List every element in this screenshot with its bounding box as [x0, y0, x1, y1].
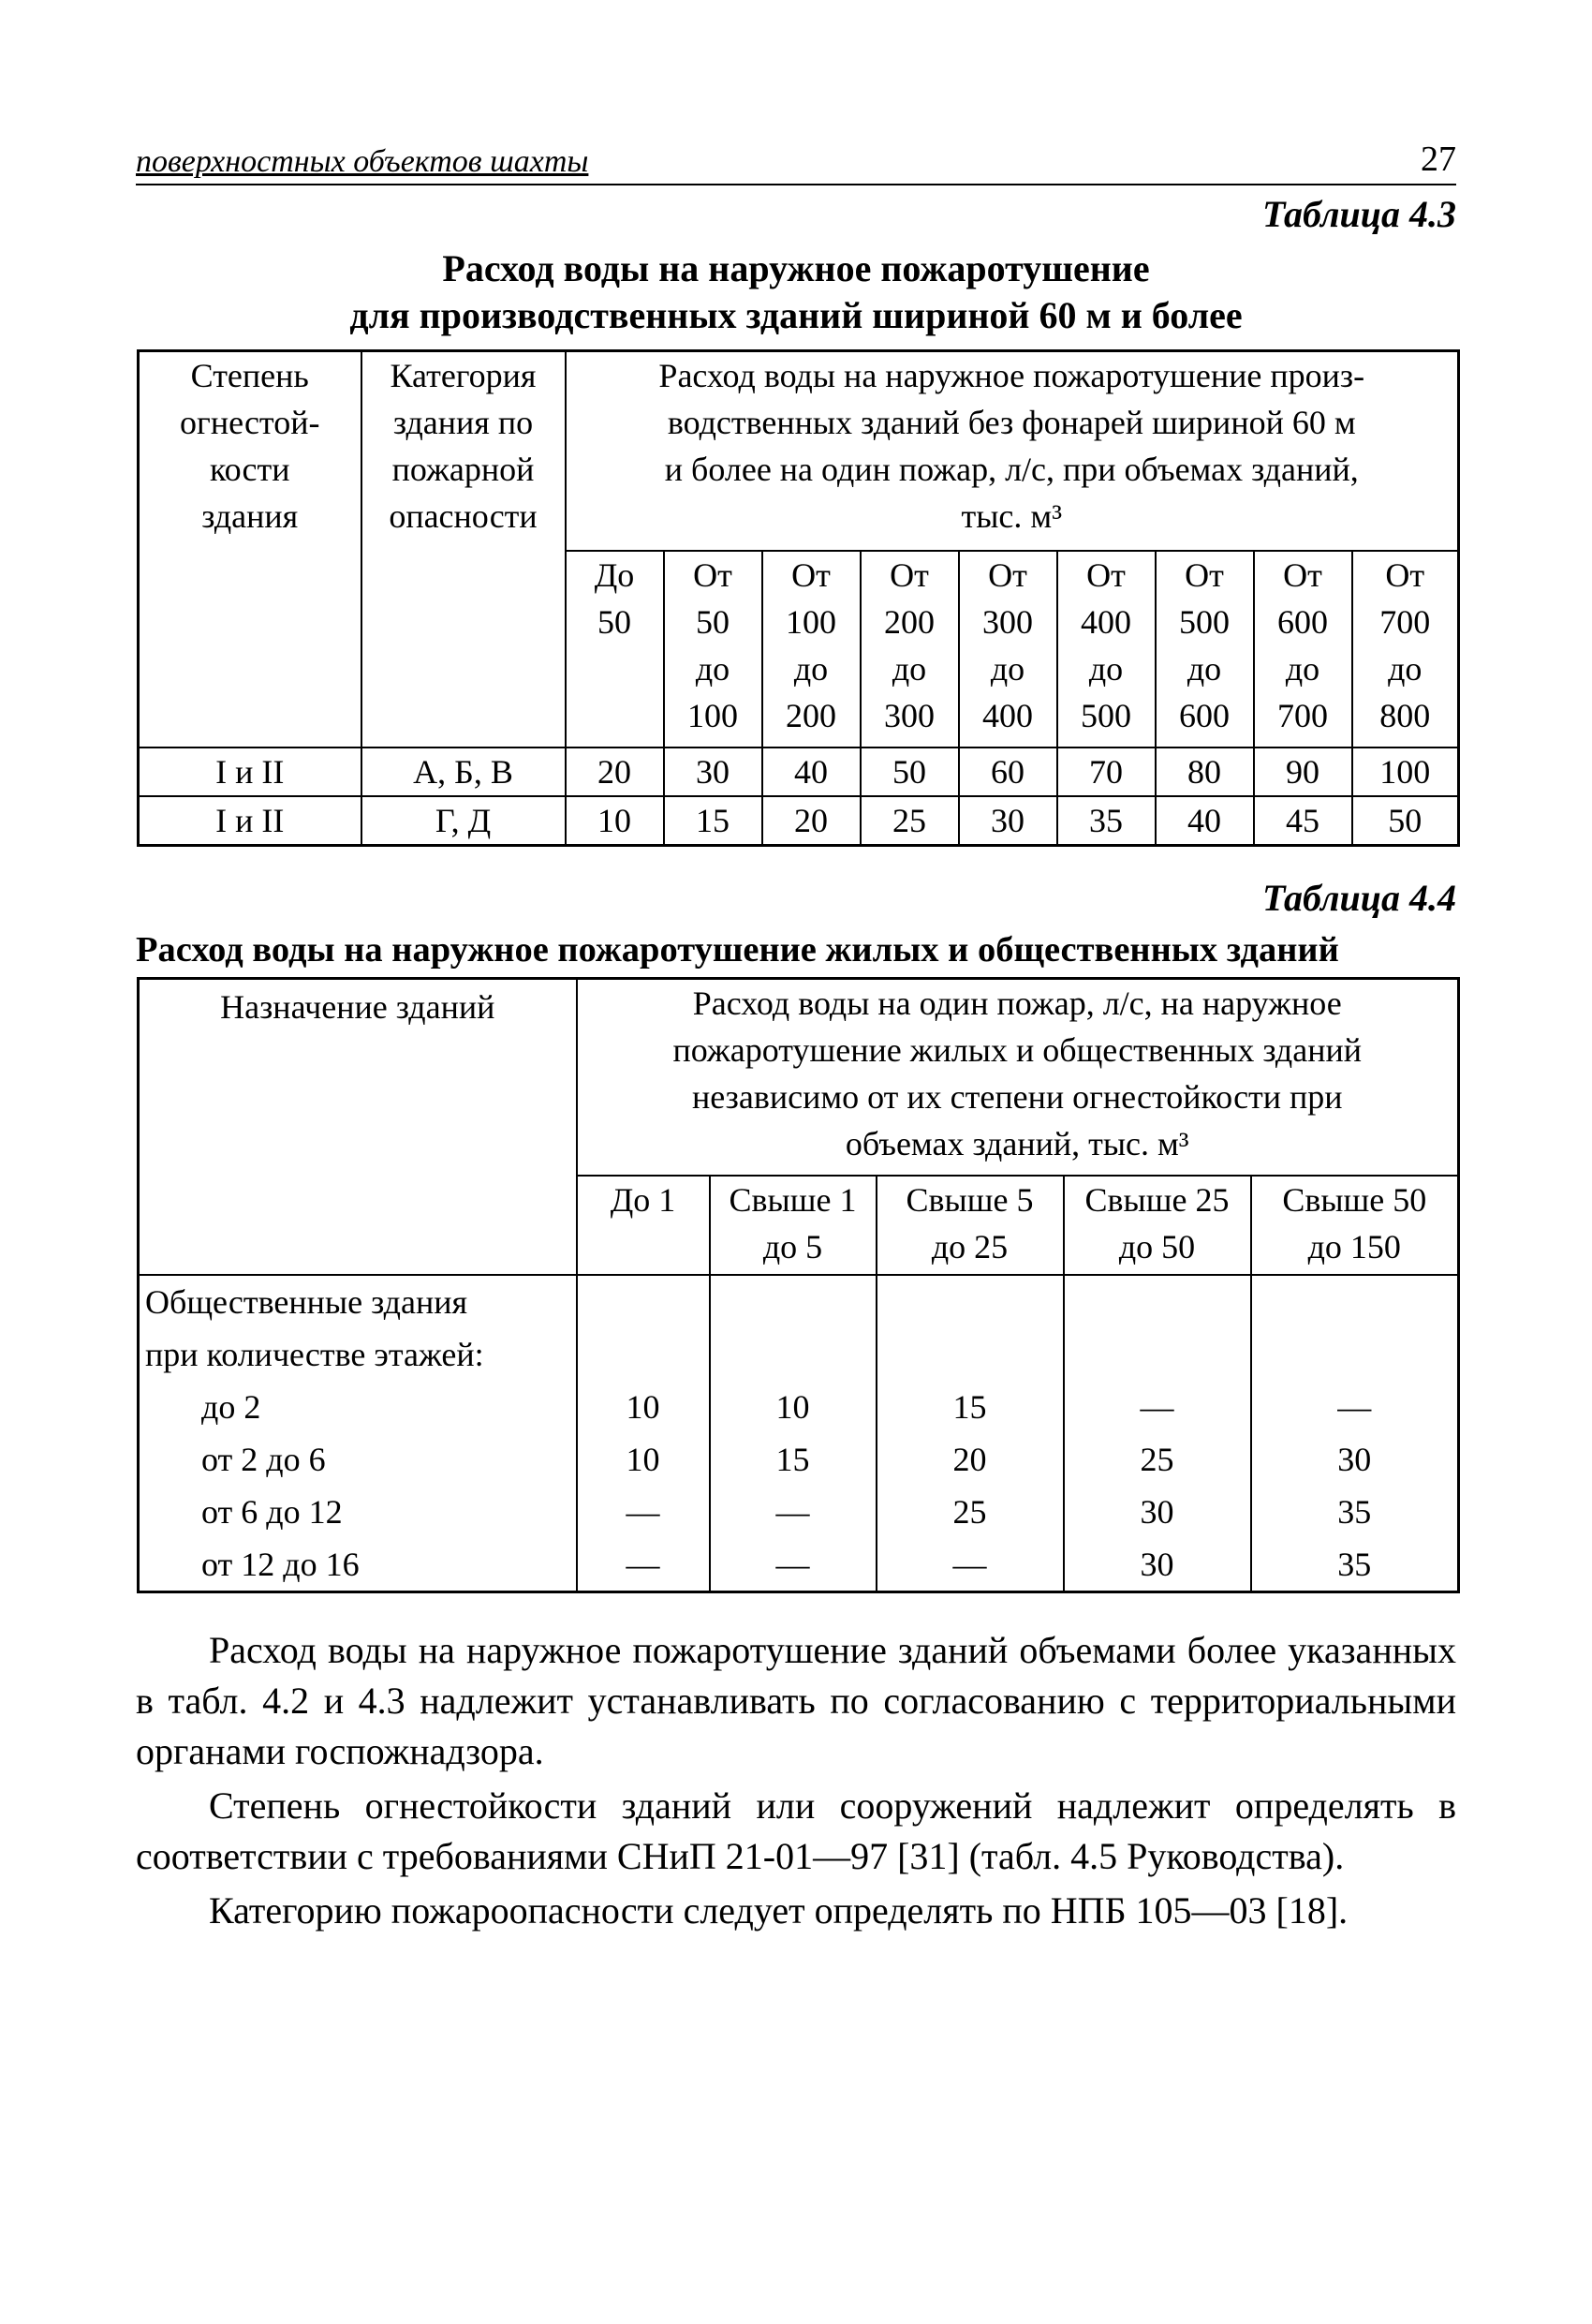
- volume-header-line: 700: [1277, 696, 1328, 734]
- value-column: [1251, 1275, 1459, 1592]
- value-cell: 20: [566, 748, 664, 796]
- value-cell: 40: [1156, 796, 1254, 846]
- volume-header: [1156, 551, 1254, 748]
- floor-label: от 12 до 16: [201, 1545, 360, 1583]
- value-cell: 80: [1156, 748, 1254, 796]
- table-row: [139, 796, 1459, 846]
- header-purpose: [139, 979, 577, 1275]
- table-4-3-label: Таблица 4.3: [1262, 193, 1456, 235]
- volume-header-line: От: [988, 555, 1027, 594]
- header-line: Степень: [190, 357, 309, 394]
- header-water-flow: [577, 979, 1459, 1176]
- body-text: [136, 1625, 1456, 1936]
- value-cell: —: [775, 1492, 810, 1531]
- volume-header-line: 100: [687, 696, 738, 734]
- value-cell: 35: [1337, 1545, 1372, 1583]
- header-line: здания: [201, 497, 299, 535]
- spacer: [1065, 1276, 1250, 1328]
- spacer: [1252, 1328, 1458, 1381]
- volume-header-line: до: [1088, 649, 1124, 688]
- value-cell: 60: [959, 748, 1057, 796]
- value-column: [877, 1275, 1064, 1592]
- volume-header-line: до: [1285, 649, 1320, 688]
- volume-header-line: 700: [1379, 602, 1431, 641]
- spacer: [711, 1328, 876, 1381]
- degree-cell: I и II: [139, 796, 361, 846]
- value-cell: 20: [762, 796, 861, 846]
- header-line: пожаротушение жилых и общественных зданий: [672, 1031, 1363, 1069]
- paragraph: Расход воды на наружное пожаротушение зданий объемами более указанных в табл. 4.2 и 4.3 надлежит устанавливать по согласованию с территориальными органами госпожнадзора.: [136, 1629, 1456, 1772]
- header-line: огнестой-: [180, 404, 320, 441]
- header-line: тыс. м³: [961, 497, 1062, 535]
- value-cell: 30: [1140, 1545, 1174, 1583]
- volume-header-line: до 25: [931, 1227, 1009, 1266]
- volume-header-line: От: [890, 555, 929, 594]
- spacer: [877, 1276, 1063, 1328]
- value-cell: —: [626, 1492, 660, 1531]
- table-4-3: [137, 349, 1460, 847]
- table-body-row: [139, 1275, 1459, 1592]
- volume-header-line: 50: [696, 602, 730, 641]
- value-cell: 25: [952, 1492, 987, 1531]
- volume-header-line: От: [1385, 555, 1425, 594]
- value-cell: —: [1140, 1387, 1174, 1426]
- volume-header: [1352, 551, 1459, 748]
- volume-header: [664, 551, 762, 748]
- header-line: здания по: [392, 404, 534, 441]
- volume-header-line: до 50: [1118, 1227, 1196, 1266]
- volume-header-line: до 5: [762, 1227, 823, 1266]
- table-4-3-title: [136, 245, 1456, 339]
- value-cell: 35: [1057, 796, 1156, 846]
- table-4-4-label: Таблица 4.4: [1262, 877, 1456, 919]
- volume-header-line: Свыше 1: [729, 1180, 857, 1219]
- value-cell: 100: [1352, 748, 1459, 796]
- volume-header: [1251, 1176, 1459, 1275]
- volume-header-line: 300: [982, 602, 1033, 641]
- value-cell: 10: [775, 1387, 810, 1426]
- spacer: [578, 1276, 709, 1328]
- value-cell: —: [775, 1545, 810, 1583]
- header-line: Категория: [390, 357, 537, 394]
- volume-header-line: От: [1185, 555, 1224, 594]
- value-cell: 20: [952, 1440, 987, 1478]
- value-cell: —: [952, 1545, 987, 1583]
- value-cell: 50: [1352, 796, 1459, 846]
- value-cell: 25: [861, 796, 959, 846]
- table-row: [139, 748, 1459, 796]
- volume-header-line: 400: [982, 696, 1033, 734]
- category-cell: А, Б, В: [361, 748, 566, 796]
- value-cell: 25: [1140, 1440, 1174, 1478]
- value-cell: 10: [626, 1387, 660, 1426]
- volume-header-line: 400: [1081, 602, 1131, 641]
- volume-header-line: От: [1283, 555, 1322, 594]
- paragraph: Степень огнестойкости зданий или сооружений надлежит определять в соответствии с требованиями СНиП 21-01—97 [31] (табл. 4.5 Руководства).: [136, 1784, 1456, 1877]
- volume-header-line: 500: [1081, 696, 1131, 734]
- running-title: поверхностных объектов шахты: [136, 144, 589, 179]
- volume-header-line: 600: [1179, 696, 1230, 734]
- volume-header-line: От: [791, 555, 831, 594]
- header-line: и более на один пожар, л/с, при объемах зданий,: [664, 451, 1359, 488]
- volume-header-line: Свыше 5: [906, 1180, 1034, 1219]
- header-line: кости: [209, 451, 290, 488]
- header-line: объемах зданий, тыс. м³: [845, 1125, 1189, 1162]
- volume-header-line: Свыше 50: [1282, 1180, 1427, 1219]
- volume-header-line: 300: [884, 696, 935, 734]
- volume-header-line: 100: [786, 602, 836, 641]
- header-line: пожарной: [391, 451, 535, 488]
- volume-header-line: 200: [786, 696, 836, 734]
- volume-header: [1057, 551, 1156, 748]
- header-line: Расход воды на наружное пожаротушение произ-: [658, 357, 1365, 394]
- spacer: [877, 1328, 1063, 1381]
- value-cell: 30: [1337, 1440, 1372, 1478]
- value-cell: 10: [566, 796, 664, 846]
- header-degree: [139, 351, 361, 748]
- volume-header: [877, 1176, 1064, 1275]
- value-cell: 15: [952, 1387, 987, 1426]
- building-labels: [139, 1275, 577, 1592]
- header-line: Назначение зданий: [220, 988, 495, 1026]
- page-number: 27: [1421, 140, 1456, 179]
- value-cell: 30: [1140, 1492, 1174, 1531]
- volume-header: [1064, 1176, 1251, 1275]
- volume-header-line: До: [594, 555, 635, 594]
- value-cell: 10: [626, 1440, 660, 1478]
- group-label-line: Общественные здания: [145, 1282, 468, 1321]
- volume-header-line: 50: [597, 602, 631, 641]
- volume-header: [959, 551, 1057, 748]
- header-line: независимо от их степени огнестойкости при: [691, 1078, 1343, 1116]
- volume-header-line: до: [695, 649, 730, 688]
- volume-header-line: до 150: [1307, 1227, 1401, 1266]
- volume-header-line: Свыше 25: [1084, 1180, 1230, 1219]
- title-line: для производственных зданий шириной 60 м и более: [349, 294, 1243, 336]
- volume-header-line: до: [892, 649, 927, 688]
- volume-header: [577, 1176, 710, 1275]
- header-line: Расход воды на один пожар, л/с, на наружное: [692, 984, 1342, 1022]
- volume-header: [710, 1176, 877, 1275]
- volume-header-line: От: [693, 555, 732, 594]
- page-header: [136, 131, 1456, 185]
- spacer: [1065, 1328, 1250, 1381]
- header-category: [361, 351, 566, 748]
- value-cell: 15: [775, 1440, 810, 1478]
- table-4-4-title: [136, 926, 1456, 973]
- spacer: [711, 1276, 876, 1328]
- volume-header-line: 800: [1379, 696, 1431, 734]
- title-line: Расход воды на наружное пожаротушение жилых и общественных зданий: [136, 930, 1339, 970]
- volume-header-line: 200: [884, 602, 935, 641]
- value-column: [1064, 1275, 1251, 1592]
- volume-header-line: до: [1187, 649, 1222, 688]
- value-cell: 40: [762, 748, 861, 796]
- table-4-4: [137, 977, 1460, 1593]
- value-cell: 30: [664, 748, 762, 796]
- value-cell: 35: [1337, 1492, 1372, 1531]
- volume-header-line: до: [793, 649, 829, 688]
- volume-header: [762, 551, 861, 748]
- value-cell: 15: [664, 796, 762, 846]
- volume-header-line: До 1: [610, 1180, 676, 1219]
- header-line: водственных зданий без фонарей шириной 60 м: [667, 404, 1356, 441]
- value-cell: 45: [1254, 796, 1352, 846]
- value-cell: —: [626, 1545, 660, 1583]
- value-column: [710, 1275, 877, 1592]
- volume-header: [861, 551, 959, 748]
- paragraph: Категорию пожароопасности следует определять по НПБ 105—03 [18].: [209, 1889, 1349, 1932]
- floor-label: от 2 до 6: [201, 1440, 326, 1478]
- degree-cell: I и II: [139, 748, 361, 796]
- value-column: [577, 1275, 710, 1592]
- volume-header: [1254, 551, 1352, 748]
- spacer: [1252, 1276, 1458, 1328]
- volume-header-line: 600: [1277, 602, 1328, 641]
- header-water-flow: [566, 351, 1459, 551]
- header-line: опасности: [389, 497, 538, 535]
- volume-header-line: От: [1086, 555, 1126, 594]
- value-cell: —: [1337, 1387, 1372, 1426]
- title-line: Расход воды на наружное пожаротушение: [442, 247, 1150, 289]
- value-cell: 50: [861, 748, 959, 796]
- group-label-line: при количестве этажей:: [145, 1335, 484, 1373]
- spacer: [578, 1328, 709, 1381]
- value-cell: 70: [1057, 748, 1156, 796]
- floor-label: от 6 до 12: [201, 1492, 343, 1531]
- value-cell: 90: [1254, 748, 1352, 796]
- volume-header-line: 500: [1179, 602, 1230, 641]
- volume-header-line: до: [1388, 649, 1422, 688]
- volume-header-line: до: [990, 649, 1025, 688]
- volume-header: [566, 551, 664, 748]
- category-cell: Г, Д: [361, 796, 566, 846]
- value-cell: 30: [959, 796, 1057, 846]
- floor-label: до 2: [201, 1387, 261, 1426]
